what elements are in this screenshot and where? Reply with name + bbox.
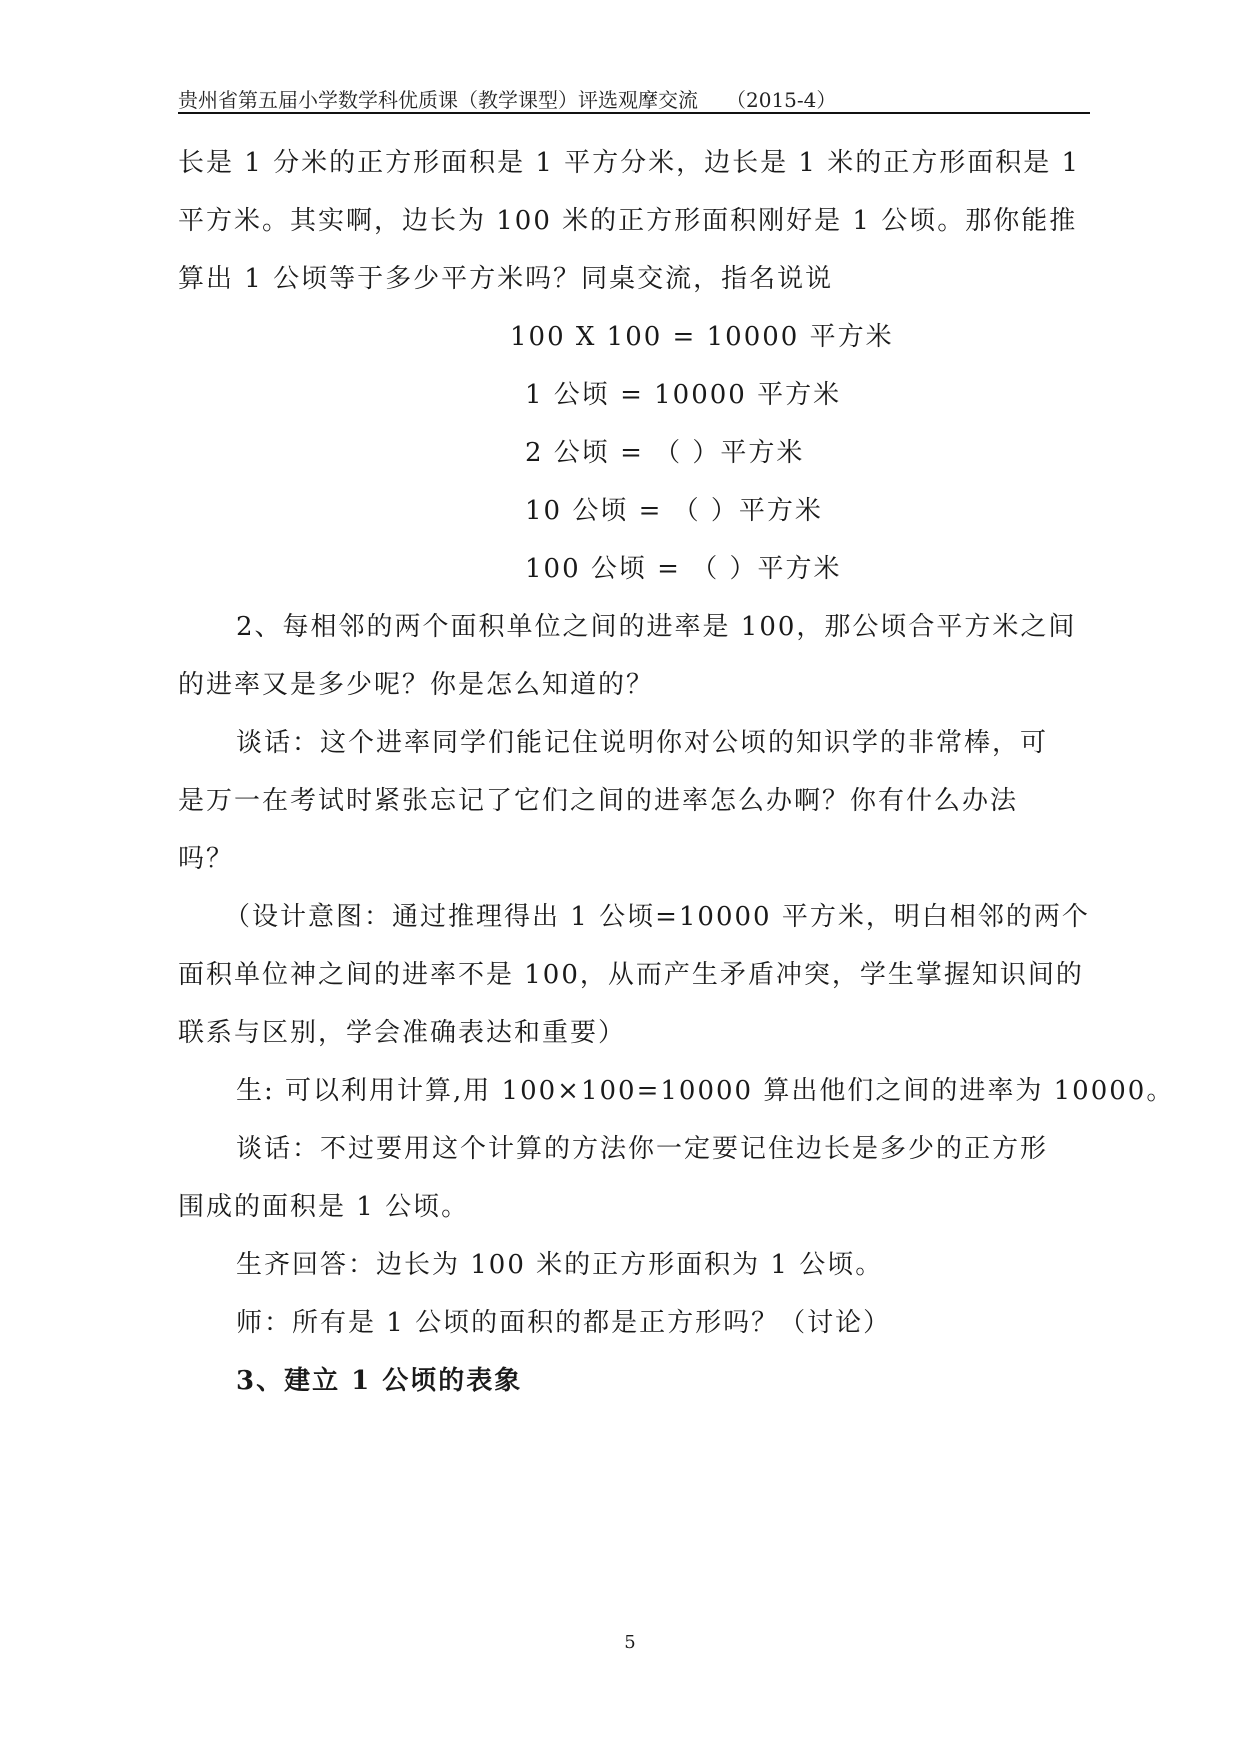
paragraph-line: 长是 1 分米的正方形面积是 1 平方分米，边长是 1 米的正方形面积是 1 bbox=[178, 148, 1081, 178]
paragraph-line: 生齐回答：边长为 100 米的正方形面积为 1 公顷。 bbox=[236, 1250, 884, 1280]
paragraph-line: 吗？ bbox=[178, 844, 235, 874]
paragraph-line: 2、每相邻的两个面积单位之间的进率是 100，那公顷合平方米之间 bbox=[236, 612, 1077, 642]
paragraph-line: 的进率又是多少呢？你是怎么知道的？ bbox=[178, 670, 655, 700]
equation-line: 2 公顷 = （ ）平方米 bbox=[525, 438, 805, 468]
paragraph-line: 围成的面积是 1 公顷。 bbox=[178, 1192, 470, 1222]
equation-line: 10 公顷 = （ ）平方米 bbox=[525, 496, 823, 526]
equation-line: 1 公顷 = 10000 平方米 bbox=[525, 380, 842, 410]
paragraph-line: （设计意图：通过推理得出 1 公顷=10000 平方米，明白相邻的两个 bbox=[224, 902, 1090, 932]
running-header bbox=[178, 84, 1088, 113]
paragraph-line: 是万一在考试时紧张忘记了它们之间的进率怎么办啊？你有什么办法 bbox=[178, 786, 1019, 816]
equation-line: 100 公顷 = （ ）平方米 bbox=[525, 554, 842, 584]
paragraph-line: 生: 可以利用计算,用 100×100=10000 算出他们之间的进率为 10000。 bbox=[236, 1076, 1175, 1106]
paragraph-line: 谈话：不过要用这个计算的方法你一定要记住边长是多少的正方形 bbox=[236, 1134, 1049, 1164]
paragraph-line: 师：所有是 1 公顷的面积的都是正方形吗？（讨论） bbox=[236, 1308, 892, 1338]
paragraph-line: 平方米。其实啊，边长为 100 米的正方形面积刚好是 1 公顷。那你能推 bbox=[178, 206, 1078, 236]
header-rule bbox=[178, 112, 1090, 114]
header-title: 贵州省第五届小学数学科优质课（教学课型）评选观摩交流 bbox=[178, 88, 698, 112]
paragraph-line: 谈话：这个进率同学们能记住说明你对公顷的知识学的非常棒，可 bbox=[236, 728, 1049, 758]
header-date: （2015-4） bbox=[726, 88, 837, 112]
page-number: 5 bbox=[624, 1632, 636, 1653]
paragraph-line: 联系与区别，学会准确表达和重要） bbox=[178, 1018, 627, 1048]
equation-line: 100 X 100 = 10000 平方米 bbox=[510, 322, 894, 352]
paragraph-line: 算出 1 公顷等于多少平方米吗？同桌交流，指名说说 bbox=[178, 264, 834, 294]
paragraph-line: 面积单位神之间的进率不是 100，从而产生矛盾冲突，学生掌握知识间的 bbox=[178, 960, 1084, 990]
section-heading: 3、建立 1 公顷的表象 bbox=[236, 1366, 523, 1396]
